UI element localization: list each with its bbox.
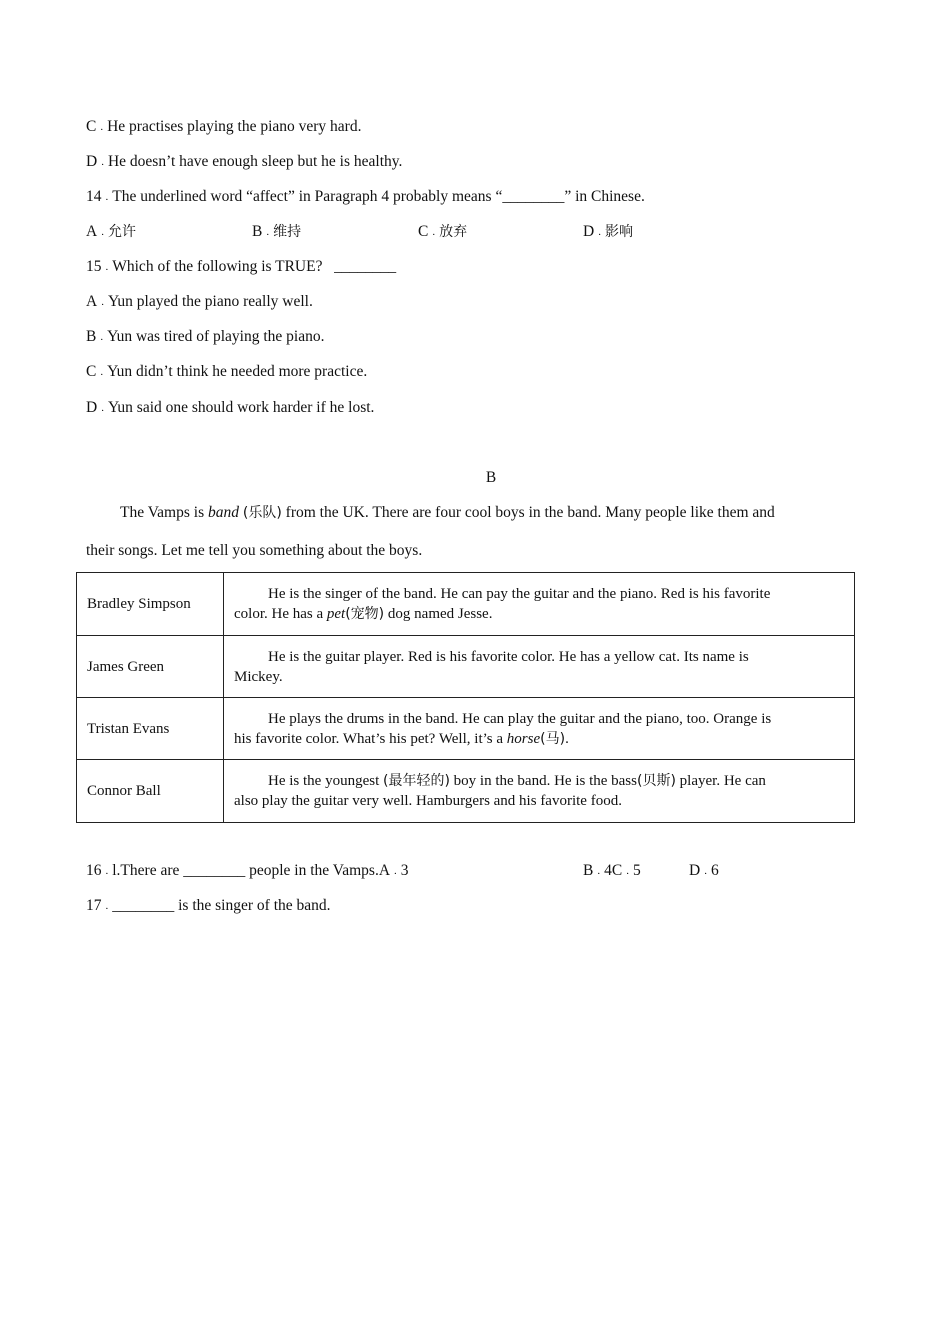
question-number: 15 — [86, 258, 102, 275]
option-label: D — [86, 153, 98, 170]
q15-option-a: A . Yun played the piano really well. — [86, 293, 313, 310]
desc-translation: (最年轻的) — [382, 773, 450, 789]
option-label: B — [86, 328, 97, 345]
option-label: B — [252, 223, 263, 240]
q14-question: 14 . The underlined word “affect” in Paragraph 4 probably means “________” in Chinese. — [86, 188, 645, 205]
q17-question: 17 . ________ is the singer of the band. — [86, 897, 331, 914]
option-label: C — [86, 363, 97, 380]
q14-option-c: C . 放弃 — [418, 223, 468, 240]
question-number: 17 — [86, 897, 102, 914]
desc-text: Mickey. — [234, 668, 283, 685]
option-text: 5 — [632, 862, 641, 879]
q13-option-d: D . He doesn’t have enough sleep but he is healthy. — [86, 153, 403, 170]
member-description — [224, 760, 855, 823]
option-text: He practises playing the piano very hard. — [107, 118, 362, 135]
option-text: 6 — [710, 862, 719, 879]
q14-option-d: D . 影响 — [583, 223, 633, 240]
member-description — [224, 698, 855, 760]
intro-text: The Vamps is — [120, 504, 208, 521]
band-members-table — [76, 572, 855, 823]
q15-option-d: D . Yun said one should work harder if he lost. — [86, 399, 375, 416]
question-number: 16 — [86, 862, 102, 879]
q13-option-c: C . He practises playing the piano very hard. — [86, 118, 362, 135]
q14-option-b: B . 维持 — [252, 223, 302, 240]
section-title: B — [485, 469, 497, 486]
table-row — [77, 573, 855, 636]
option-label: C — [418, 223, 429, 240]
desc-keyword: horse — [506, 730, 541, 747]
desc-text: He is the guitar player. Red is his favorite color. He has a yellow cat. Its name is — [268, 648, 749, 665]
option-label: A — [86, 293, 98, 310]
desc-text: also play the guitar very well. Hamburgers and his favorite food. — [234, 793, 622, 809]
member-name: Connor Ball — [77, 760, 224, 823]
option-text: Yun didn’t think he needed more practice. — [107, 363, 368, 380]
intro-line-1 — [86, 503, 846, 523]
table-row — [77, 760, 855, 823]
q16-question: 16 . l.There are ________ people in the Vamps.A . 3 — [86, 862, 409, 879]
option-label: D — [689, 862, 701, 879]
desc-text: He is the youngest — [268, 773, 383, 789]
q15-question: 15 . Which of the following is TRUE? ________ — [86, 258, 397, 275]
desc-text: dog named Jesse. — [384, 606, 493, 622]
desc-text: He is the singer of the band. He can pay the guitar and the piano. Red is his favorite — [268, 586, 771, 602]
option-text: Yun played the piano really well. — [107, 293, 313, 310]
q16-options-bc: B . 4C . 5 — [583, 862, 641, 879]
option-label: C — [86, 118, 97, 135]
desc-translation: (贝斯) — [636, 773, 676, 789]
desc-translation: (宠物) — [345, 606, 385, 622]
q15-option-b: B . Yun was tired of playing the piano. — [86, 328, 325, 345]
member-name: Tristan Evans — [77, 698, 224, 760]
desc-text: . — [565, 730, 569, 747]
member-name: Bradley Simpson — [77, 573, 224, 636]
option-label: D — [86, 399, 98, 416]
desc-translation: (马) — [540, 730, 566, 747]
question-text: The underlined word “affect” in Paragraph 4 probably means “________” in Chinese. — [112, 188, 645, 205]
member-description — [224, 636, 855, 698]
option-text: 4 — [604, 862, 612, 879]
intro-keyword: band — [207, 504, 239, 521]
question-number: 14 — [86, 188, 102, 205]
intro-translation: (乐队) — [242, 505, 282, 521]
option-text: He doesn’t have enough sleep but he is healthy. — [107, 153, 403, 170]
question-text: ________ is the singer of the band. — [112, 897, 331, 914]
desc-text: player. He can — [675, 773, 766, 789]
q14-option-a: A . 允许 — [86, 223, 136, 240]
q16-option-d: D . 6 — [689, 862, 719, 879]
intro-text: from the UK. There are four cool boys in the band. Many people like them and — [281, 504, 775, 521]
intro-line-2: their songs. Let me tell you something about the boys. — [86, 542, 423, 559]
option-text: Yun was tired of playing the piano. — [107, 328, 325, 345]
option-text: Yun said one should work harder if he lost. — [107, 399, 375, 416]
question-text: Which of the following is TRUE? ________ — [112, 258, 397, 275]
option-label: A — [86, 223, 98, 240]
desc-text: boy in the band. He is the bass — [449, 773, 637, 789]
option-text: 3 — [400, 862, 409, 879]
table-row — [77, 636, 855, 698]
desc-keyword: pet — [326, 606, 346, 622]
option-text: 允许 — [107, 224, 136, 240]
member-name: James Green — [77, 636, 224, 698]
option-label: B — [583, 862, 594, 879]
option-text: 放弃 — [439, 224, 468, 240]
option-label: A — [378, 862, 391, 879]
desc-text: color. He has a — [234, 606, 327, 622]
option-text: 维持 — [273, 224, 302, 240]
desc-text: his favorite color. What’s his pet? Well, it’s a — [234, 730, 507, 747]
option-label: D — [583, 223, 595, 240]
option-text: 影响 — [604, 224, 633, 240]
table-row — [77, 698, 855, 760]
question-text: l.There are ________ people in the Vamps. — [112, 862, 379, 879]
option-label: C — [611, 862, 623, 879]
desc-text: He plays the drums in the band. He can play the guitar and the piano, too. Orange is — [268, 710, 772, 727]
member-description — [224, 573, 855, 636]
q15-option-c: C . Yun didn’t think he needed more practice. — [86, 363, 368, 380]
